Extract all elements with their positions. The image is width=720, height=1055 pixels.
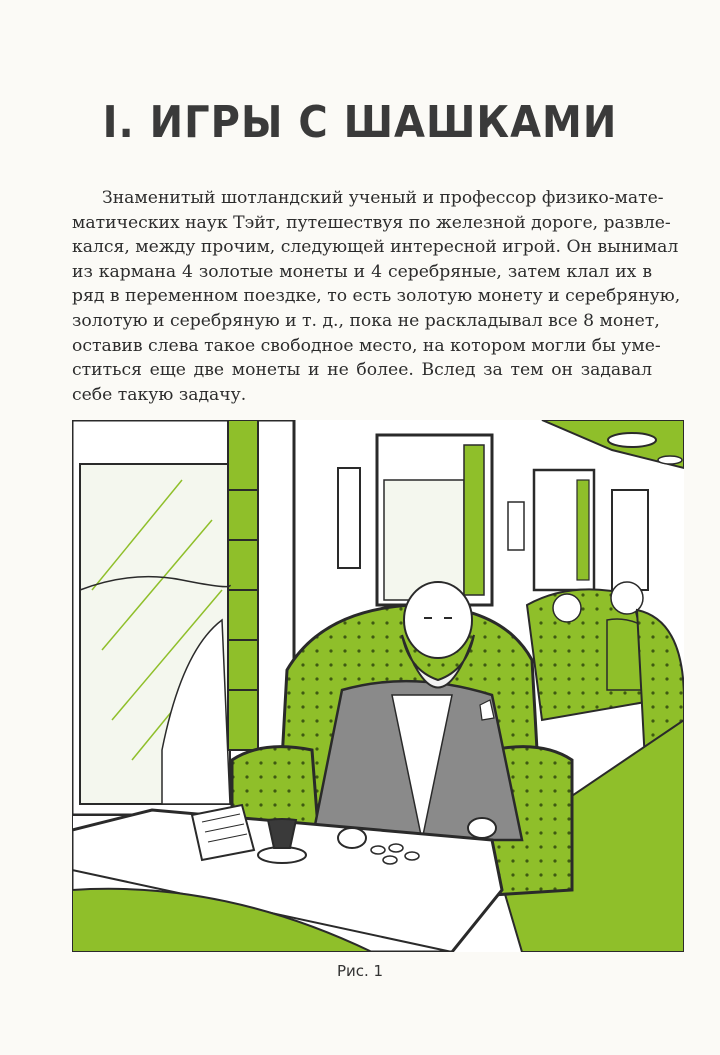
paragraph-line: кался, между прочим, следующей интересной игрой. Он вынимал	[72, 237, 679, 258]
cup	[268, 819, 296, 848]
passenger-hat	[553, 594, 581, 622]
wall-lamp-far	[508, 502, 524, 550]
train-carriage-illustration	[72, 420, 684, 952]
man-left-hand	[338, 828, 366, 848]
saucer	[258, 847, 306, 863]
window-curtain	[228, 420, 258, 750]
man-right-hand	[468, 818, 496, 838]
ceiling-lamp-far	[658, 456, 682, 464]
paragraph-line: себе такую задачу.	[72, 384, 247, 405]
rear-window-3	[612, 490, 648, 590]
paragraph-line: матических наук Тэйт, путешествуя по железной дороге, развле-	[72, 212, 671, 233]
paragraph-line: ститься еще две монеты и не более. Вслед за тем он задавал	[72, 360, 652, 381]
newspaper	[192, 805, 254, 860]
man-head	[404, 582, 472, 658]
paragraph-line: Знаменитый шотландский ученый и профессор физико-мате-	[102, 188, 664, 208]
paragraph-line: ряд в переменном поездке, то есть золотую монету и серебряную,	[72, 286, 681, 307]
paragraph-line: золотую и серебряную и т. д., пока не раскладывал все 8 монет,	[72, 310, 660, 331]
figure-caption: Рис. 1	[336, 962, 384, 980]
body-paragraph	[72, 186, 681, 407]
passenger-woman	[611, 582, 643, 614]
illustration-svg	[72, 420, 684, 952]
paragraph-line: оставив слева такое свободное место, на котором могли бы уме-	[72, 335, 661, 356]
wall-lamp	[338, 468, 360, 568]
paragraph-line: из кармана 4 золотые монеты и 4 серебряные, затем клал их в	[72, 261, 652, 282]
chapter-title: I. ИГРЫ С ШАШКАМИ	[102, 98, 618, 148]
ceiling-lamp	[608, 433, 656, 447]
